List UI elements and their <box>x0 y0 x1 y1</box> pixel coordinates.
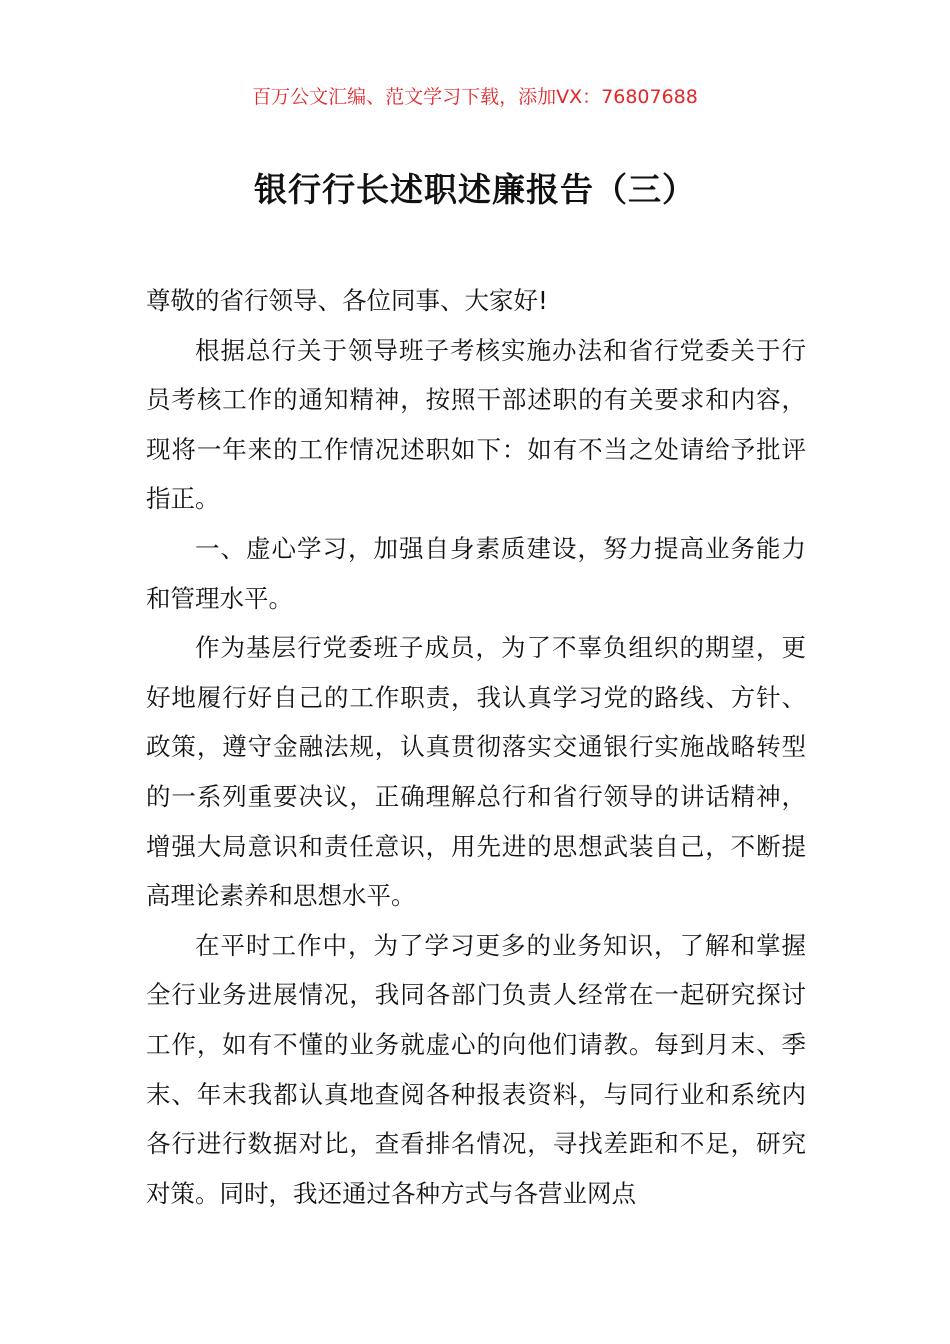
greeting: 尊敬的省行领导、各位同事、大家好! <box>146 286 548 315</box>
document-body <box>146 276 806 1218</box>
paragraph-4: 在平时工作中，为了学习更多的业务知识，了解和掌握全行业务进展情况，我同各部门负责人经常在一起研究探讨工作，如有不懂的业务就虚心的向他们请教。每到月末、季末、年末我都认真地查阅各种报表资料，与同行业和系统内各行进行数据对比，查看排名情况，寻找差距和不足，研究对策。同时，我还通过各种方式与各营业网点 <box>146 930 806 1208</box>
paragraph-3: 作为基层行党委班子成员，为了不辜负组织的期望，更好地履行好自己的工作职责，我认真学习党的路线、方针、政策，遵守金融法规，认真贯彻落实交通银行实施战略转型的一系列重要决议，正确理解总行和省行领导的讲话精神，增强大局意识和责任意识，用先进的思想武装自己，不断提高理论素养和思想水平。 <box>146 633 806 911</box>
document-title: 银行行长述职述廉报告（三） <box>254 170 696 209</box>
paragraph-2: 一、虚心学习，加强自身素质建设，努力提高业务能力和管理水平。 <box>146 533 806 613</box>
paragraph-1: 根据总行关于领导班子考核实施办法和省行党委关于行员考核工作的通知精神，按照干部述职的有关要求和内容，现将一年来的工作情况述职如下：如有不当之处请给予批评指正。 <box>146 335 806 514</box>
header-note: 百万公文汇编、范文学习下载，添加VX：76807688 <box>252 86 698 108</box>
